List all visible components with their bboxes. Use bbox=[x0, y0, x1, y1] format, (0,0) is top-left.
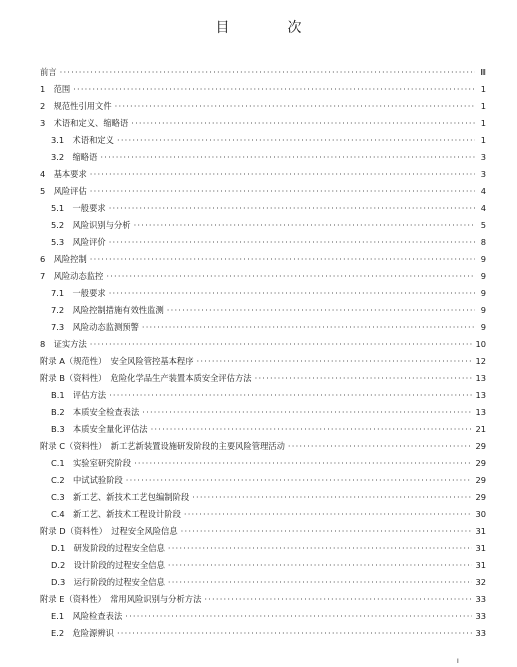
toc-entry-page: 33 bbox=[475, 611, 486, 621]
toc-entry[interactable] bbox=[40, 421, 486, 438]
toc-entry-title: 7.3 风险动态监测预警 bbox=[51, 322, 139, 332]
toc-entry[interactable] bbox=[40, 523, 486, 540]
toc-entry-page: 9 bbox=[480, 288, 486, 298]
toc-entry[interactable] bbox=[40, 370, 486, 387]
toc-entry-page: 29 bbox=[475, 492, 486, 502]
toc-entry-title: 附录 D（资料性） 过程安全风险信息 bbox=[40, 526, 178, 536]
dot-leader bbox=[126, 472, 473, 489]
dot-leader bbox=[168, 540, 473, 557]
toc-entry-title: B.1 评估方法 bbox=[51, 390, 107, 400]
toc-entry-page: 3 bbox=[480, 169, 486, 179]
dot-leader bbox=[167, 302, 475, 319]
toc-entry-title: 5 风险评估 bbox=[40, 186, 87, 196]
toc-entry-page: 8 bbox=[480, 237, 486, 247]
dot-leader bbox=[168, 557, 473, 574]
page-number-footer: I bbox=[457, 658, 459, 665]
dot-leader bbox=[109, 285, 475, 302]
dot-leader bbox=[168, 574, 473, 591]
dot-leader bbox=[115, 98, 475, 115]
toc-entry-page: 29 bbox=[475, 475, 486, 485]
table-of-contents bbox=[40, 64, 486, 642]
dot-leader bbox=[60, 64, 475, 81]
toc-entry-title: C.1 实验室研究阶段 bbox=[51, 458, 132, 468]
dot-leader bbox=[288, 438, 473, 455]
toc-entry[interactable] bbox=[40, 234, 486, 251]
toc-entry-page: 33 bbox=[475, 628, 486, 638]
toc-entry[interactable] bbox=[40, 387, 486, 404]
dot-leader bbox=[151, 421, 473, 438]
toc-entry-title: 4 基本要求 bbox=[40, 169, 87, 179]
dot-leader bbox=[117, 625, 472, 642]
toc-entry[interactable] bbox=[40, 353, 486, 370]
toc-entry-page: 12 bbox=[475, 356, 486, 366]
toc-entry-page: 4 bbox=[480, 203, 486, 213]
toc-entry-page: 13 bbox=[475, 407, 486, 417]
toc-entry[interactable] bbox=[40, 574, 486, 591]
dot-leader bbox=[73, 81, 475, 98]
toc-entry-title: 附录 E（资料性） 常用风险识别与分析方法 bbox=[40, 594, 202, 604]
toc-entry-page: 30 bbox=[475, 509, 486, 519]
toc-entry-title: 8 证实方法 bbox=[40, 339, 87, 349]
toc-entry-page: 9 bbox=[480, 254, 486, 264]
toc-entry[interactable] bbox=[40, 591, 486, 608]
toc-entry-title: 7.1 一般要求 bbox=[51, 288, 106, 298]
dot-leader bbox=[90, 166, 475, 183]
toc-entry[interactable] bbox=[40, 540, 486, 557]
toc-entry[interactable] bbox=[40, 166, 486, 183]
toc-entry-title: 前言 bbox=[40, 67, 57, 77]
dot-leader bbox=[90, 183, 475, 200]
page-title: 目 次 bbox=[215, 20, 324, 36]
toc-entry-page: 21 bbox=[475, 424, 486, 434]
dot-leader bbox=[142, 404, 472, 421]
dot-leader bbox=[109, 387, 472, 404]
dot-leader bbox=[204, 591, 472, 608]
toc-entry[interactable] bbox=[40, 472, 486, 489]
dot-leader bbox=[125, 608, 472, 625]
toc-entry[interactable] bbox=[40, 625, 486, 642]
dot-leader bbox=[100, 149, 475, 166]
toc-entry[interactable] bbox=[40, 438, 486, 455]
toc-entry-title: E.2 危险源辨识 bbox=[51, 628, 114, 638]
toc-entry-title: D.1 研发阶段的过程安全信息 bbox=[51, 543, 165, 553]
toc-entry[interactable] bbox=[40, 489, 486, 506]
dot-leader bbox=[90, 251, 475, 268]
toc-entry-page: 29 bbox=[475, 458, 486, 468]
toc-entry-title: C.4 新工艺、新技术工程设计阶段 bbox=[51, 509, 181, 519]
dot-leader bbox=[106, 268, 475, 285]
toc-entry[interactable] bbox=[40, 149, 486, 166]
toc-entry-title: 5.3 风险评价 bbox=[51, 237, 106, 247]
toc-entry[interactable] bbox=[40, 319, 486, 336]
toc-entry-page: 1 bbox=[480, 118, 486, 128]
toc-entry[interactable] bbox=[40, 251, 486, 268]
toc-entry[interactable] bbox=[40, 200, 486, 217]
toc-entry[interactable] bbox=[40, 115, 486, 132]
toc-entry-page: 1 bbox=[480, 84, 486, 94]
toc-entry-page: 4 bbox=[480, 186, 486, 196]
toc-entry-page: 1 bbox=[480, 135, 486, 145]
toc-entry[interactable] bbox=[40, 404, 486, 421]
toc-entry-page: 9 bbox=[480, 305, 486, 315]
toc-entry[interactable] bbox=[40, 81, 486, 98]
dot-leader bbox=[134, 217, 475, 234]
toc-entry-title: B.3 本质安全量化评估法 bbox=[51, 424, 148, 434]
toc-entry-title: C.2 中试试验阶段 bbox=[51, 475, 123, 485]
toc-entry[interactable] bbox=[40, 98, 486, 115]
toc-entry-page: 13 bbox=[475, 390, 486, 400]
toc-entry[interactable] bbox=[40, 64, 486, 81]
toc-entry[interactable] bbox=[40, 336, 486, 353]
toc-entry-page: 31 bbox=[475, 543, 486, 553]
dot-leader bbox=[90, 336, 473, 353]
dot-leader bbox=[184, 506, 473, 523]
toc-entry-title: 3.2 缩略语 bbox=[51, 152, 98, 162]
dot-leader bbox=[117, 132, 475, 149]
toc-entry-title: C.3 新工艺、新技术工艺包编制阶段 bbox=[51, 492, 190, 502]
toc-entry-page: Ⅲ bbox=[480, 67, 486, 77]
toc-entry-page: 33 bbox=[475, 594, 486, 604]
toc-entry-page: 10 bbox=[475, 339, 486, 349]
toc-entry-title: B.2 本质安全检查表法 bbox=[51, 407, 140, 417]
toc-entry-title: 6 风险控制 bbox=[40, 254, 87, 264]
toc-entry-page: 13 bbox=[475, 373, 486, 383]
toc-entry-title: D.3 运行阶段的过程安全信息 bbox=[51, 577, 165, 587]
dot-leader bbox=[134, 455, 472, 472]
toc-entry[interactable] bbox=[40, 183, 486, 200]
dot-leader bbox=[181, 523, 473, 540]
toc-entry-title: 7.2 风险控制措施有效性监测 bbox=[51, 305, 164, 315]
toc-entry-title: 5.1 一般要求 bbox=[51, 203, 106, 213]
toc-entry-title: 2 规范性引用文件 bbox=[40, 101, 112, 111]
toc-entry-page: 29 bbox=[475, 441, 486, 451]
toc-entry-title: 附录 B（资料性） 危险化学品生产装置本质安全评估方法 bbox=[40, 373, 252, 383]
toc-entry-page: 1 bbox=[480, 101, 486, 111]
toc-entry[interactable] bbox=[40, 302, 486, 319]
toc-entry-page: 9 bbox=[480, 271, 486, 281]
toc-entry-title: 7 风险动态监控 bbox=[40, 271, 104, 281]
dot-leader bbox=[109, 200, 475, 217]
toc-entry-title: E.1 风险检查表法 bbox=[51, 611, 123, 621]
dot-leader bbox=[142, 319, 475, 336]
toc-entry-page: 32 bbox=[475, 577, 486, 587]
toc-entry[interactable] bbox=[40, 608, 486, 625]
dot-leader bbox=[197, 353, 473, 370]
toc-entry[interactable] bbox=[40, 557, 486, 574]
dot-leader bbox=[192, 489, 472, 506]
toc-entry-title: 5.2 风险识别与分析 bbox=[51, 220, 131, 230]
toc-entry-page: 31 bbox=[475, 560, 486, 570]
toc-entry-page: 9 bbox=[480, 322, 486, 332]
toc-entry[interactable] bbox=[40, 268, 486, 285]
dot-leader bbox=[109, 234, 475, 251]
toc-entry[interactable] bbox=[40, 132, 486, 149]
toc-entry[interactable] bbox=[40, 506, 486, 523]
toc-entry[interactable] bbox=[40, 285, 486, 302]
toc-entry-title: 3.1 术语和定义 bbox=[51, 135, 114, 145]
toc-entry[interactable] bbox=[40, 217, 486, 234]
toc-entry-page: 5 bbox=[480, 220, 486, 230]
toc-entry-page: 3 bbox=[480, 152, 486, 162]
dot-leader bbox=[131, 115, 475, 132]
toc-entry-title: 1 范围 bbox=[40, 84, 71, 94]
toc-entry-title: 附录 C（资料性） 新工艺新装置设施研发阶段的主要风险管理活动 bbox=[40, 441, 285, 451]
toc-entry-title: D.2 设计阶段的过程安全信息 bbox=[51, 560, 165, 570]
toc-entry-title: 3 术语和定义、缩略语 bbox=[40, 118, 129, 128]
toc-entry-title: 附录 A（规范性） 安全风险管控基本程序 bbox=[40, 356, 194, 366]
toc-entry[interactable] bbox=[40, 455, 486, 472]
dot-leader bbox=[255, 370, 473, 387]
toc-entry-page: 31 bbox=[475, 526, 486, 536]
